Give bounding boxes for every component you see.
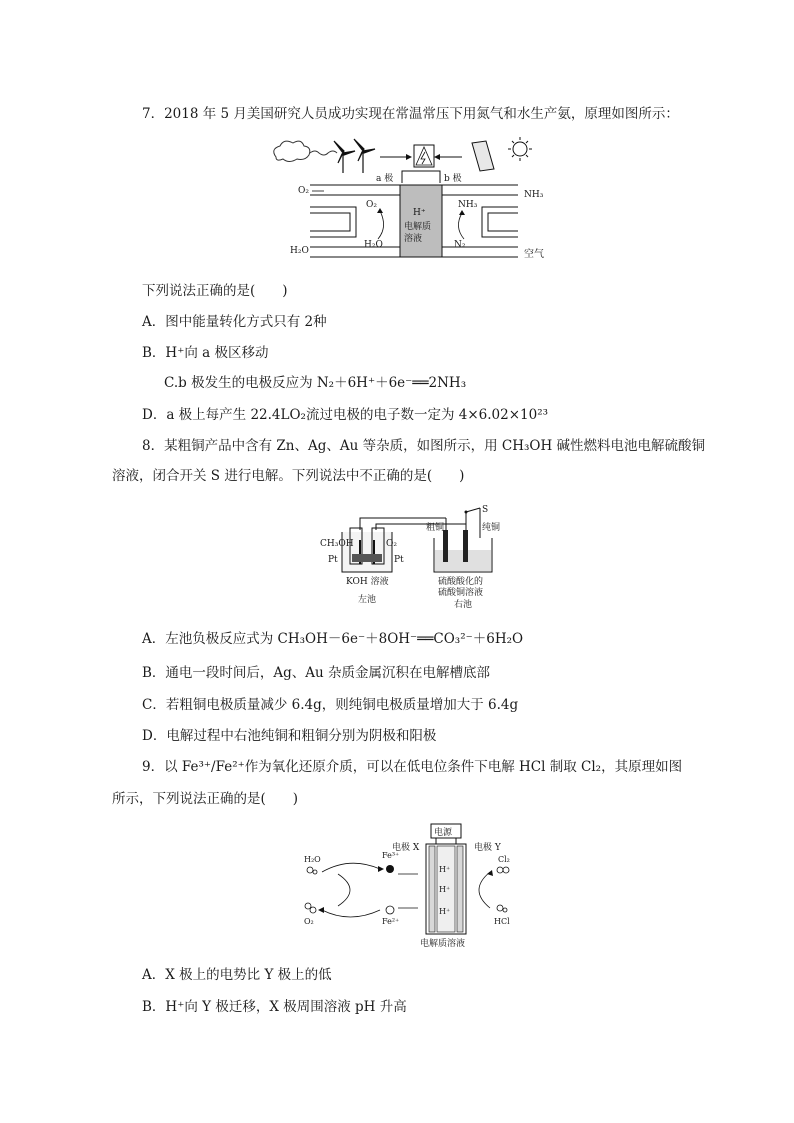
pure-copper-label: 纯铜	[482, 523, 501, 533]
q7-option-c: C.b 极发生的电极反应为 N₂＋6H⁺＋6e⁻══2NH₃	[164, 375, 467, 391]
h-plus-2: H⁺	[439, 885, 451, 894]
b-electrode-label: b 极	[444, 174, 462, 184]
q9-option-b: B．H⁺向 Y 极迁移，X 极周围溶液 pH 升高	[142, 999, 407, 1015]
acid-label-1: 硫酸酸化的	[438, 577, 484, 587]
q7-figure	[268, 135, 568, 260]
h2o-molecule-icon	[307, 867, 317, 874]
nh3-out-label: NH₃	[524, 190, 544, 200]
fe3-ion-icon	[386, 865, 394, 873]
q7-stem: 7．2018 年 5 月美国研究人员成功实现在常温常压下用氮气和水生产氨，原理如图所示：	[142, 106, 679, 122]
q8-option-d: D．电解过程中右池纯铜和粗铜分别为阴极和阳极	[142, 728, 437, 744]
a-electrode-label: a 极	[376, 174, 394, 184]
q7-prompt: 下列说法正确的是( )	[142, 283, 288, 299]
q9-figure	[298, 822, 518, 952]
o2-label: O₂	[386, 539, 397, 549]
o2-label: O₂	[304, 917, 314, 926]
q8-figure	[316, 500, 516, 610]
left-cell-label: 左池	[358, 595, 377, 605]
cloud-icon	[274, 141, 337, 161]
q8-option-b: B．通电一段时间后，Ag、Au 杂质金属沉积在电解槽底部	[142, 665, 491, 681]
q8-stem-2: 溶液，闭合开关 S 进行电解。下列说法中不正确的是( )	[112, 468, 465, 484]
n2-label: N₂	[454, 240, 466, 250]
h-plus-1: H⁺	[439, 865, 451, 874]
acid-label-2: 硫酸铜溶液	[438, 588, 484, 598]
pt-left-label: Pt	[328, 555, 338, 565]
ch3oh-label: CH₃OH	[320, 539, 354, 549]
o2-in-label: O₂	[366, 200, 377, 210]
o2-out-label: O₂	[298, 186, 309, 196]
electrode-x-label: 电极 X	[392, 843, 420, 853]
right-cell-label: 右池	[454, 600, 473, 610]
q9-stem-2: 所示，下列说法正确的是( )	[112, 791, 299, 807]
cl2-molecule-icon	[497, 867, 509, 873]
crude-copper-label: 粗铜	[426, 523, 445, 533]
electrolyte-label: 电解质溶液	[420, 939, 466, 949]
q7-option-b: B．H⁺向 a 极区移动	[142, 345, 269, 361]
q7-option-d: D．a 极上每产生 22.4LO₂流过电极的电子数一定为 4×6.02×10²³	[142, 407, 549, 423]
q8-option-a: A．左池负极反应式为 CH₃OH－6e⁻＋8OH⁻══CO₃²⁻＋6H₂O	[142, 631, 524, 647]
q8-stem-1: 8．某粗铜产品中含有 Zn、Ag、Au 等杂质，如图所示，用 CH₃OH 碱性燃料电池电解硫酸铜	[142, 438, 706, 454]
wind-turbine-icon	[334, 139, 375, 173]
electrode-y-label: 电极 Y	[474, 843, 501, 853]
electrolyte-label-1: 电解质	[404, 222, 432, 232]
h-plus-label: H⁺	[413, 208, 426, 218]
o2-molecule-icon	[305, 903, 316, 913]
koh-label: KOH 溶液	[346, 577, 389, 587]
hcl-molecule-icon	[497, 905, 507, 912]
lightning-icon	[414, 145, 434, 167]
h2o-label: H₂O	[304, 855, 321, 864]
electrolyte-membrane	[400, 185, 442, 257]
q9-stem-1: 9．以 Fe³⁺/Fe²⁺作为氧化还原介质，可以在低电位条件下电解 HCl 制取 Cl₂，其原理如图	[142, 759, 683, 775]
switch-s-label: S	[482, 505, 489, 515]
pt-right-label: Pt	[394, 555, 404, 565]
right-cell	[434, 530, 492, 572]
q8-option-c: C．若粗铜电极质量减少 6.4g，则纯铜电极质量增加大于 6.4g	[142, 697, 519, 713]
h2o-out-label: H₂O	[290, 246, 309, 256]
fe3-label: Fe³⁺	[382, 851, 400, 860]
sun-icon	[508, 137, 532, 161]
cl2-label: Cl₂	[498, 855, 510, 864]
hcl-label: HCl	[494, 917, 510, 926]
h2o-in-label: H₂O	[364, 240, 383, 250]
solar-panel-icon	[472, 141, 494, 171]
left-cell	[342, 528, 392, 572]
power-label: 电源	[434, 828, 453, 838]
fe2-ion-icon	[386, 906, 394, 914]
fe2-label: Fe²⁺	[382, 917, 400, 926]
nh3-in-label: NH₃	[458, 200, 478, 210]
electrolyte-label-2: 溶液	[404, 234, 423, 244]
h-plus-3: H⁺	[439, 907, 451, 916]
q7-option-a: A．图中能量转化方式只有 2种	[142, 314, 327, 330]
air-label: 空气	[524, 249, 544, 260]
q9-option-a: A．X 极上的电势比 Y 极上的低	[142, 967, 332, 983]
